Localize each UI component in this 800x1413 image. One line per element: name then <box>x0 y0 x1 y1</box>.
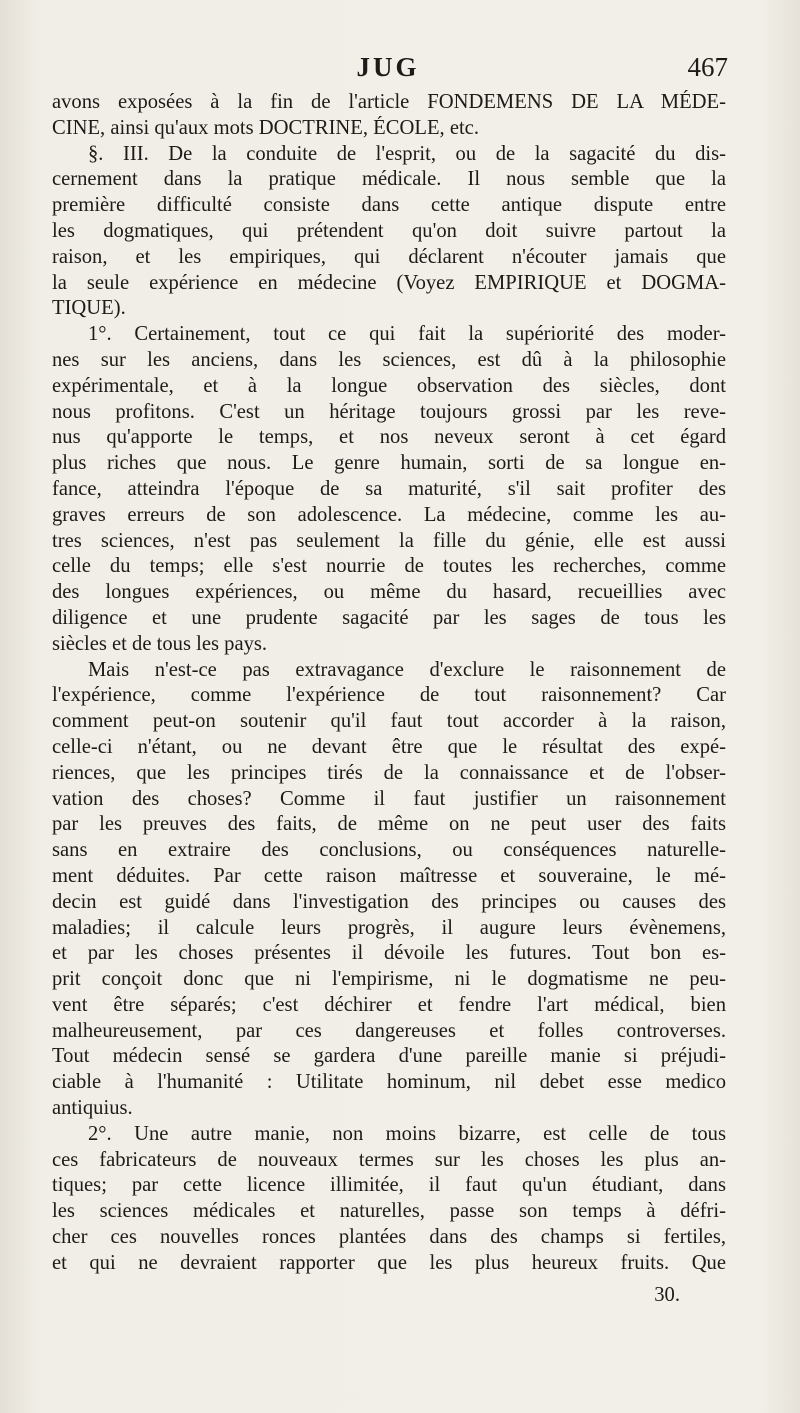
text-line: 2°. Une autre manie, non moins bizarre, est celle de tous <box>88 1122 726 1145</box>
text-line: ces fabricateurs de nouveaux termes sur les choses les plus an- <box>52 1148 726 1171</box>
text-line: nous profitons. C'est un héritage toujours grossi par les reve- <box>52 400 726 423</box>
text-line: ment déduites. Par cette raison maîtresse et souveraine, le mé- <box>52 864 726 887</box>
text-line: TIQUE). <box>52 297 126 320</box>
text-line: Mais n'est-ce pas extravagance d'exclure le raisonnement de <box>88 658 726 681</box>
text-line: première difficulté consiste dans cette antique dispute entre <box>52 194 726 217</box>
running-head: JUG <box>356 52 420 82</box>
text-line: avons exposées à la fin de l'article FONDEMENS DE LA MÉDE- <box>52 91 726 113</box>
text-line: celle-ci n'étant, ou ne devant être que le résultat des expé- <box>52 735 726 758</box>
text-line: des longues expériences, ou même du hasard, recueillies avec <box>52 581 726 604</box>
text-line: raison, et les empiriques, qui déclarent n'écouter jamais que <box>52 245 726 268</box>
text-line: cher ces nouvelles ronces plantées dans des champs si fertiles, <box>52 1226 726 1249</box>
text-line: tres sciences, n'est pas seulement la fille du génie, elle est aussi <box>52 529 726 552</box>
text-line: et par les choses présentes il dévoile les futures. Tout bon es- <box>52 942 726 965</box>
text-line: plus riches que nous. Le genre humain, sorti de sa longue en- <box>52 452 726 475</box>
text-line: par les preuves des faits, de même on ne peut user des faits <box>52 813 726 836</box>
text-line: les sciences médicales et naturelles, passe son temps à défri- <box>52 1200 726 1223</box>
text-line: vent être séparés; c'est déchirer et fendre l'art médical, bien <box>52 993 726 1016</box>
text-line: CINE, ainsi qu'aux mots DOCTRINE, ÉCOLE, etc. <box>52 116 479 139</box>
text-line: cernement dans la pratique médicale. Il nous semble que la <box>52 168 726 191</box>
text-line: diligence et une prudente sagacité par les sages de tous les <box>52 606 726 629</box>
body-text <box>52 90 726 1277</box>
text-line: malheureusement, par ces dangereuses et folles controverses. <box>52 1019 726 1042</box>
text-line: l'expérience, comme l'expérience de tout raisonnement? Car <box>52 684 726 707</box>
text-line: maladies; il calcule leurs progrès, il augure leurs évènemens, <box>52 916 726 939</box>
text-line: graves erreurs de son adolescence. La médecine, comme les au- <box>52 503 726 526</box>
signature-mark: 30. <box>654 1284 680 1306</box>
text-line: vation des choses? Comme il faut justifier un raisonnement <box>52 787 726 810</box>
text-line: expérimentale, et à la longue observation des siècles, dont <box>52 374 726 397</box>
text-line: prit conçoit donc que ni l'empirisme, ni le dogmatisme ne peu- <box>52 968 726 991</box>
text-line: sans en extraire des conclusions, ou conséquences naturelle- <box>52 839 726 862</box>
text-line: et qui ne devraient rapporter que les plus heureux fruits. Que <box>52 1251 726 1274</box>
text-line: 1°. Certainement, tout ce qui fait la supériorité des moder- <box>88 323 726 346</box>
text-line: Tout médecin sensé se gardera d'une pareille manie si préjudi- <box>52 1045 726 1068</box>
text-line: fance, atteindra l'époque de sa maturité, s'il sait profiter des <box>52 477 726 500</box>
text-line: ciable à l'humanité : Utilitate hominum, nil debet esse medico <box>52 1071 726 1094</box>
page-header <box>48 52 728 86</box>
text-line: tiques; par cette licence illimitée, il faut qu'un étudiant, dans <box>52 1174 726 1197</box>
text-line: les dogmatiques, qui prétendent qu'on doit suivre partout la <box>52 219 726 242</box>
page-number: 467 <box>687 52 728 82</box>
text-line: siècles et de tous les pays. <box>52 632 268 655</box>
text-line: §. III. De la conduite de l'esprit, ou de la sagacité du dis- <box>88 142 726 165</box>
text-line: antiquius. <box>52 1097 133 1120</box>
text-line: riences, que les principes tirés de la connaissance et de l'obser- <box>52 761 726 784</box>
text-line: celle du temps; elle s'est nourrie de toutes les recherches, comme <box>52 555 726 578</box>
text-line: la seule expérience en médecine (Voyez EMPIRIQUE et DOGMA- <box>52 271 726 294</box>
text-line: nus qu'apporte le temps, et nos neveux seront à cet égard <box>52 426 726 449</box>
text-line: decin est guidé dans l'investigation des principes ou causes des <box>52 890 726 913</box>
text-line: comment peut-on soutenir qu'il faut tout accorder à la raison, <box>52 710 726 733</box>
text-line: nes sur les anciens, dans les sciences, est dû à la philosophie <box>52 348 726 371</box>
